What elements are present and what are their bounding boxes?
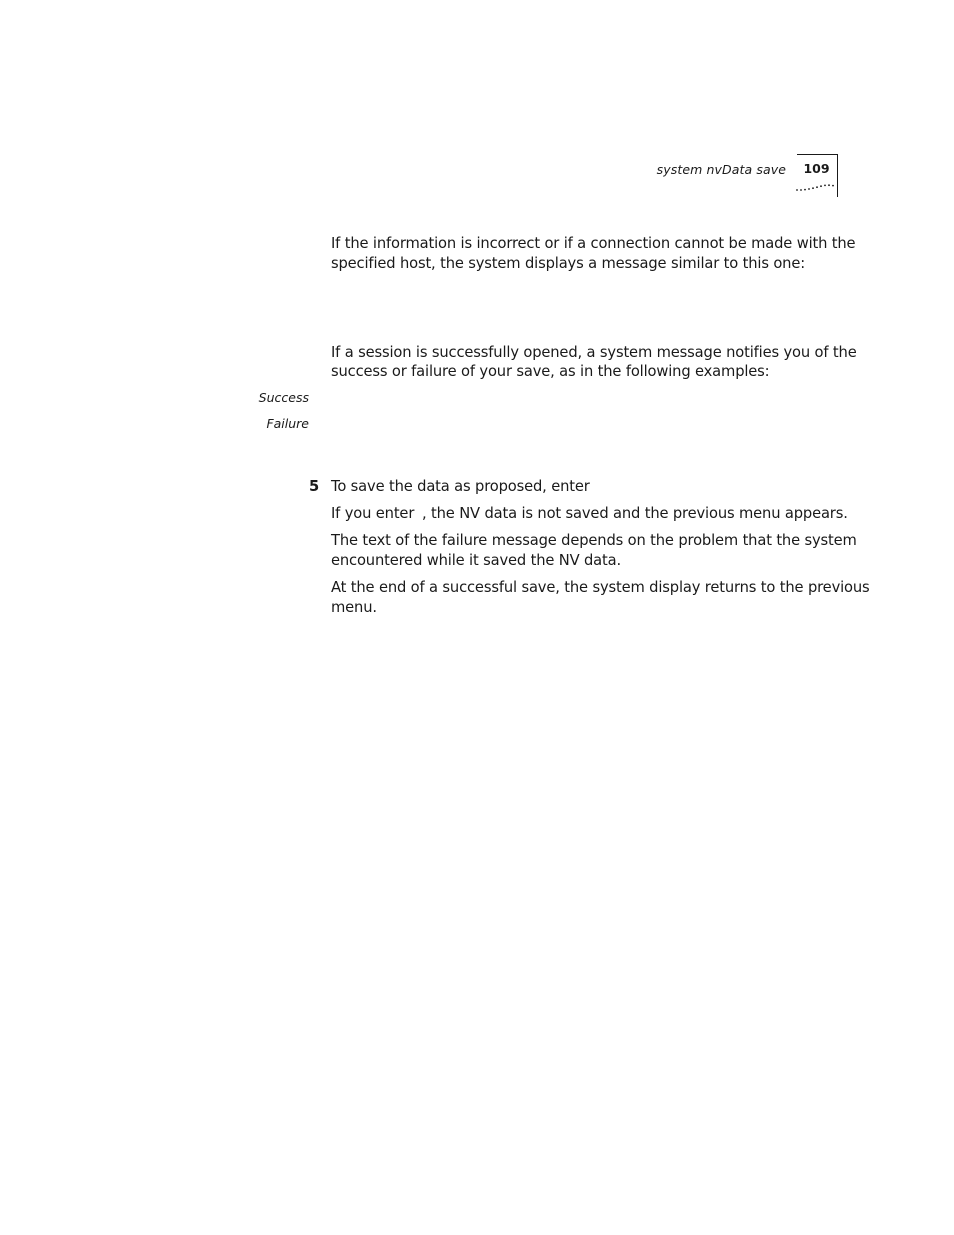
running-title: system nvData save: [656, 162, 786, 177]
note-2-line-2: encountered while it saved the NV data.: [331, 552, 622, 569]
page-number: 109: [803, 161, 830, 176]
paragraph-1-line-1: If the information is incorrect or if a connection cannot be made with the: [331, 235, 856, 252]
note-1-part-1: If you enter: [331, 505, 415, 522]
note-3-line-1: At the end of a successful save, the system display returns to the previous: [331, 579, 870, 596]
note-3-line-2: menu.: [331, 599, 377, 616]
note-2-line-1: The text of the failure message depends on the problem that the system: [331, 532, 857, 549]
step-number: 5: [309, 478, 320, 495]
decorative-dots-icon: [795, 182, 837, 192]
success-label: Success: [258, 390, 309, 405]
note-1-part-2: , the NV data is not saved and the previous menu appears.: [422, 505, 848, 522]
paragraph-2-line-2: success or failure of your save, as in the following examples:: [331, 363, 770, 380]
step-text: To save the data as proposed, enter: [331, 478, 590, 495]
paragraph-2-line-1: If a session is successfully opened, a system message notifies you of the: [331, 344, 857, 361]
paragraph-1-line-2: specified host, the system displays a message similar to this one:: [331, 255, 806, 272]
failure-label: Failure: [266, 416, 309, 431]
